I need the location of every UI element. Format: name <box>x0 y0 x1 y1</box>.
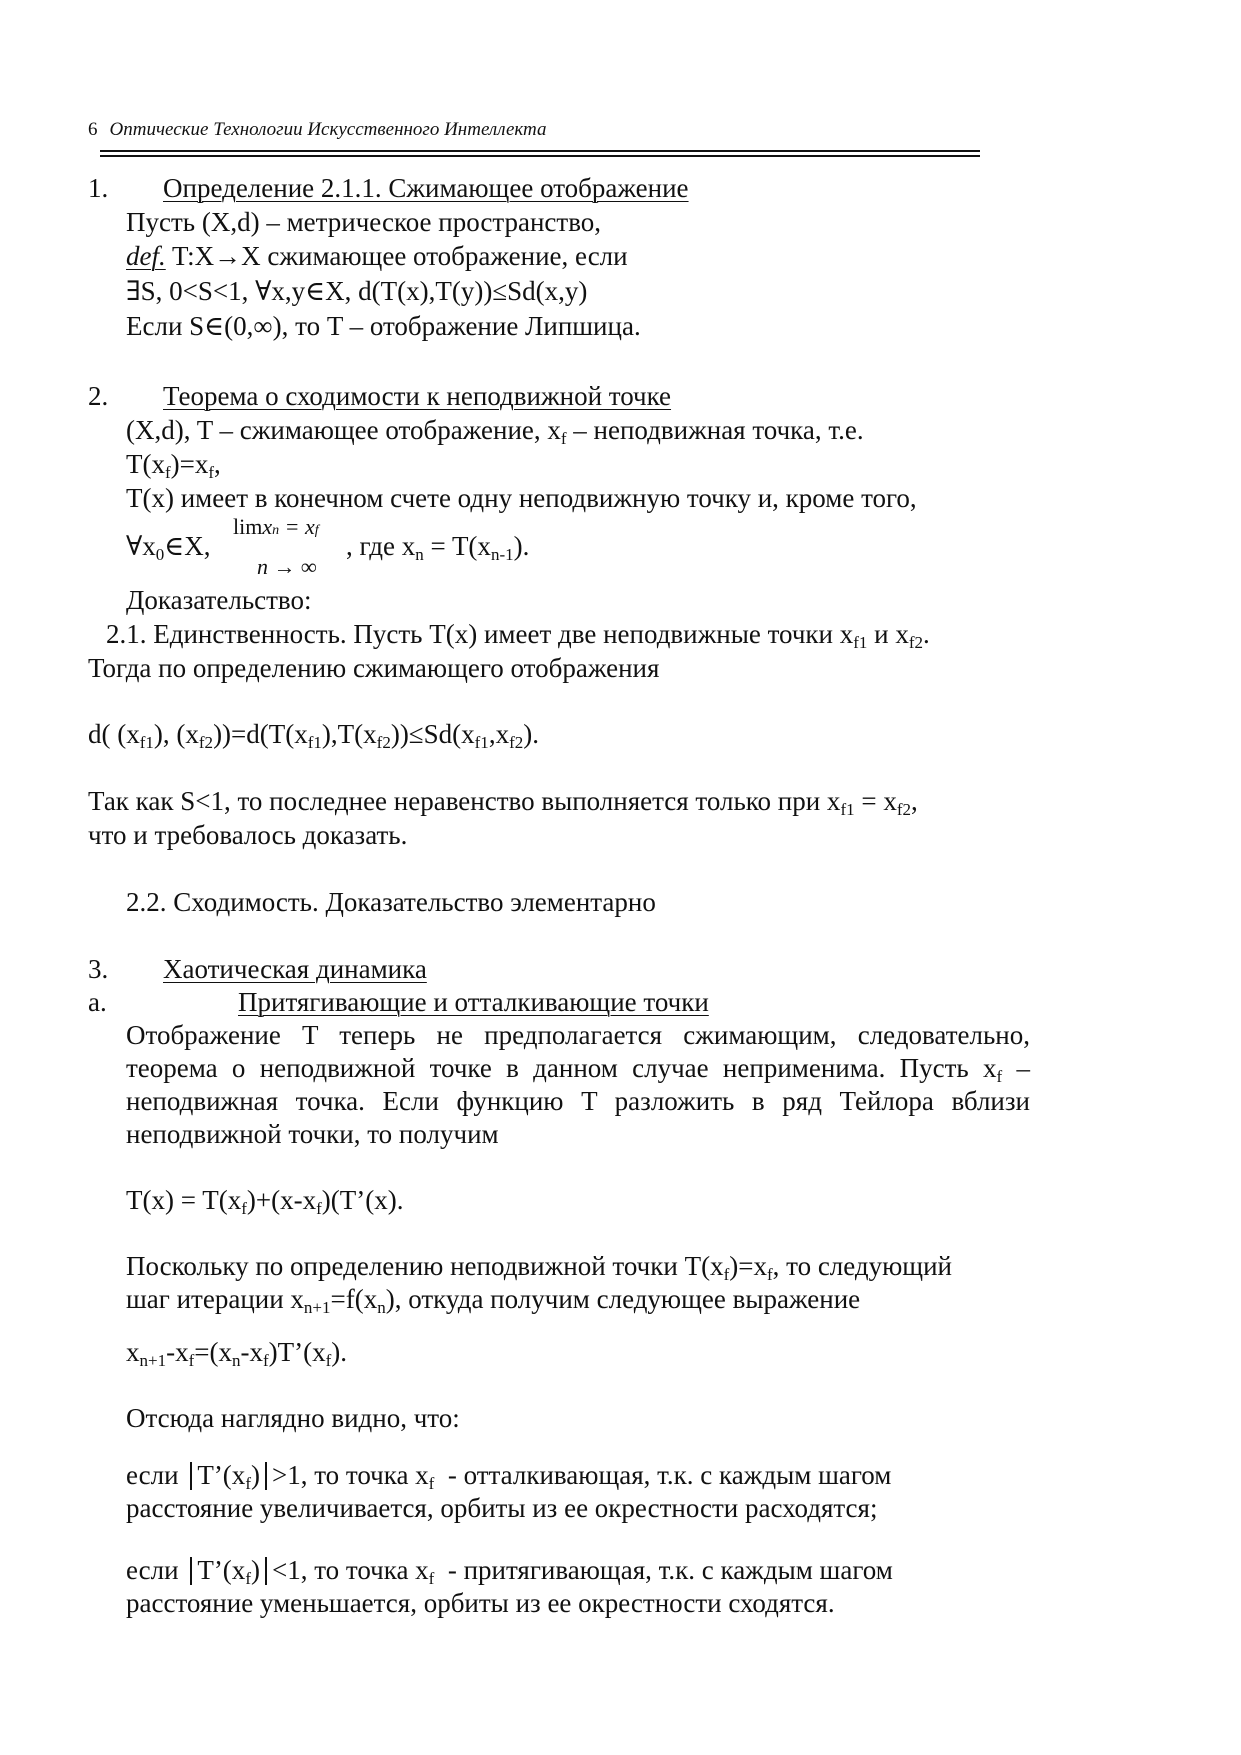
section1-line2: def. T:X→X сжимающее отображение, если <box>126 241 628 271</box>
repelling-line2: расстояние увеличивается, орбиты из ее окрестности расходятся; <box>126 1493 878 1523</box>
para1-line4: неподвижной точки, то получим <box>126 1119 499 1149</box>
attracting-line1: если $T’(x_f) <1$, то точка $x_f$ - притягивающая, т.к. с каждым шагом <box>126 1555 893 1588</box>
para2-line2: шаг итерации $x_{n+1}=f(x_n)$, откуда получим следующее выражение <box>126 1284 861 1317</box>
uniqueness-equation: d( $(x_{f1})$, $(x_{f2}))=d(T(x_{f1}),T(x_{f2}))\le Sd(x_{f1},x_{f2})$. <box>88 719 539 752</box>
repelling-line1: если $T’(x_f) >1$, то точка $x_f$ - отталкивающая, т.к. с каждым шагом <box>126 1460 892 1493</box>
section1-line1: Пусть (X,d) – метрическое пространство, <box>126 207 602 237</box>
section2-number: 2. <box>88 381 109 411</box>
section1-line3: ∃S, 0<S<1, ∀x,y∈X, d(T(x),T(y))≤Sd(x,y) <box>126 276 588 306</box>
section2-title: Теорема о сходимости к неподвижной точке <box>163 381 672 411</box>
obvious-line: Отсюда наглядно видно, что: <box>126 1403 460 1433</box>
section3-number: 3. <box>88 954 109 984</box>
conclusion-line2: что и требовалось доказать. <box>88 820 408 850</box>
proof-2-1-line2: Тогда по определению сжимающего отображения <box>88 653 660 683</box>
proof-label: Доказательство: <box>126 585 312 615</box>
proof-2-1-line1: 2.1. Единственность. Пусть T(x) имеет две неподвижные точки $x_{f1}$ и $x_{f2}$. <box>106 619 930 652</box>
limit-expression <box>233 514 353 584</box>
para2-line1: Поскольку по определению неподвижной точки $T(x_f)=x_f$, то следующий <box>126 1251 953 1284</box>
section2-line2: $T(x_f)=x_f$, <box>126 449 221 482</box>
section3-title: Хаотическая динамика <box>163 954 427 984</box>
para1-line1: Отображение T теперь не предполагается сжимающим, следовательно, <box>126 1020 1030 1050</box>
limit-top: limxn = xf <box>233 514 319 539</box>
section2-line4-start: $\forall x_0\in X$, <box>126 531 211 564</box>
iteration-equation: $x_{n+1}-x_f=(x_n-x_f)T’(x_f)$. <box>126 1337 348 1370</box>
taylor-equation: $T(x) = T(x_f)+(x-x_f)(T’(x)$. <box>126 1185 404 1218</box>
book-title: Оптические Технологии Искусственного Интеллекта <box>109 119 547 140</box>
proof-2-2: 2.2. Сходимость. Доказательство элементарно <box>126 887 656 917</box>
abs-bar-right <box>265 1557 267 1585</box>
abs-bar-left <box>190 1462 192 1490</box>
limit-bottom: n → ∞ <box>257 554 317 579</box>
header-rule-top <box>100 150 980 152</box>
section2-line3: T(x) имеет в конечном счете одну неподвижную точку и, кроме того, <box>126 483 917 513</box>
section2-line4-end: , где $x_n = T(x_{n-1})$. <box>346 531 530 564</box>
para1-line2: теорема о неподвижной точке в данном случае неприменима. Пусть $x_f$ – <box>126 1053 1031 1086</box>
conclusion-line1: Так как S<1, то последнее неравенство выполняется только при $x_{f1} = x_{f2}$, <box>88 786 918 819</box>
subsection-a-number: a. <box>88 987 107 1017</box>
para1-line3: неподвижная точка. Если функцию T разложить в ряд Тейлора вблизи <box>126 1086 1030 1116</box>
def-word: def. <box>126 241 166 271</box>
header-rule-bottom <box>100 155 980 157</box>
section1-title: Определение 2.1.1. Сжимающее отображение <box>163 173 689 203</box>
abs-bar-right <box>265 1462 267 1490</box>
section1-line4: Если S∈(0,∞), то T – отображение Липшица. <box>126 311 641 341</box>
abs-bar-left <box>190 1557 192 1585</box>
attracting-line2: расстояние уменьшается, орбиты из ее окрестности сходятся. <box>126 1588 835 1618</box>
page-number: 6 <box>88 119 98 140</box>
section1-number: 1. <box>88 173 109 203</box>
section2-line1: (X,d), T – сжимающее отображение, $x_f$ – неподвижная точка, т.е. <box>126 415 864 448</box>
subsection-a-title: Притягивающие и отталкивающие точки <box>238 987 709 1017</box>
running-header <box>88 118 546 142</box>
